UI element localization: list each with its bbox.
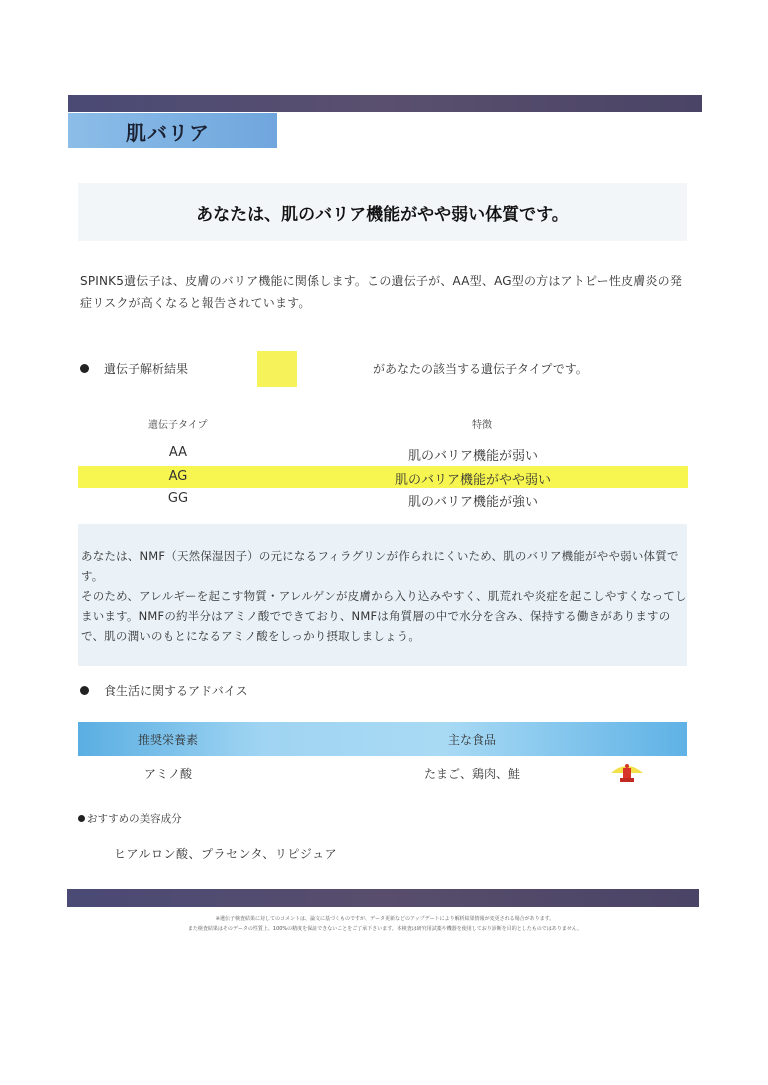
section-title: 肌バリア: [126, 121, 210, 145]
food-table-header: [78, 722, 687, 756]
bottom-footer-bar: [67, 889, 699, 907]
description-line-2: そのため、アレルギーを起こす物質・アレルゲンが皮膚から入り込みやすく、肌荒れや炎症を起こしやすくなってしまいます。NMFの約半分はアミノ酸でできており、NMFは角質層の中で水分を含み、保持する働きがありますので、肌の潤いのもとになるアミノ酸をしっかり摂取しましょう。: [81, 589, 687, 643]
top-header-bar: [68, 95, 702, 112]
lamp-icon: [609, 761, 645, 785]
result-label: 遺伝子解析結果: [104, 362, 189, 376]
genotype-row-gg: [78, 488, 688, 510]
genotype-type: AA: [168, 445, 188, 460]
result-color-swatch: [257, 351, 297, 387]
genotype-header-feature: 特徴: [472, 420, 492, 431]
genotype-header-type: 遺伝子タイプ: [148, 420, 208, 431]
beauty-label: おすすめの美容成分: [87, 813, 182, 825]
result-bullet: [80, 360, 188, 377]
genotype-feature: 肌のバリア機能がやや弱い: [394, 473, 551, 488]
diet-advice-label: 食生活に関するアドバイス: [104, 684, 248, 698]
diet-advice-bullet: [80, 682, 248, 699]
genotype-row-aa: [78, 442, 688, 464]
section-title-tab: [68, 113, 277, 148]
description-text: [81, 546, 687, 646]
foods-header: 主な食品: [448, 733, 497, 747]
genotype-type: GG: [167, 491, 189, 506]
nutrient-value: アミノ酸: [144, 767, 193, 781]
genotype-type: AG: [168, 469, 188, 484]
genotype-feature: 肌のバリア機能が強い: [407, 495, 538, 510]
footnote-line-2: また検査結果はそのデータの性質上、100%の精度を保証できないことをご了承下さいます。本検査は研究用試薬や機器を使用しており診断を目的としたものではありません。: [187, 926, 583, 932]
foods-value: たまご、鶏肉、鮭: [424, 767, 521, 781]
nutrient-header: 推奨栄養素: [138, 733, 199, 747]
footnote-line-1: ※遺伝子検査結果に対してのコメントは、論文に基づくものですが、データ更新などのアップデートにより解析結果情報が変更される場合があります。: [215, 916, 555, 922]
beauty-bullet: [78, 811, 182, 826]
result-headline: あなたは、肌のバリア機能がやや弱い体質です。: [78, 183, 687, 241]
result-note: があなたの該当する遺伝子タイプです。: [373, 362, 588, 376]
genotype-row-ag: [78, 466, 688, 488]
bullet-icon: [80, 364, 89, 373]
genotype-feature: 肌のバリア機能が弱い: [407, 449, 538, 464]
beauty-ingredients: ヒアルロン酸、プラセンタ、リピジュア: [114, 847, 338, 861]
bullet-icon: [78, 815, 85, 822]
description-line-1: あなたは、NMF（天然保湿因子）の元になるフィラグリンが作られにくいため、肌のバリア機能がやや弱い体質です。: [81, 549, 679, 583]
intro-paragraph: SPINK5遺伝子は、皮膚のバリア機能に関係します。この遺伝子が、AA型、AG型の方はアトピー性皮膚炎の発症リスクが高くなると報告されています。: [80, 274, 683, 310]
bullet-icon: [80, 686, 89, 695]
description-box: [78, 524, 687, 666]
